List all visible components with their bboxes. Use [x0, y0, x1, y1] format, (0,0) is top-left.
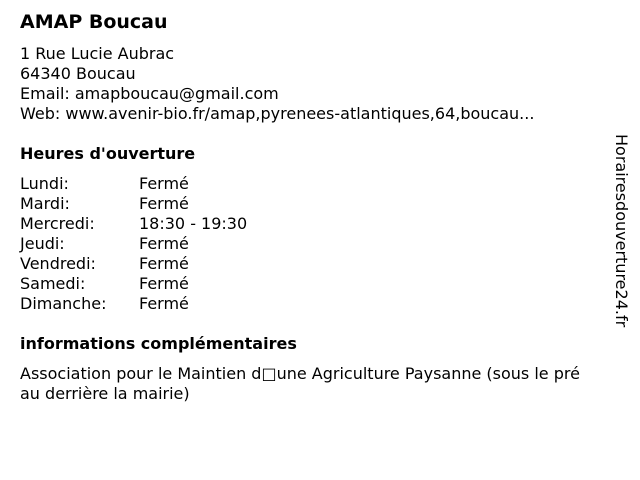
day-hours: Fermé	[139, 234, 189, 253]
email-line: Email: amapboucau@gmail.com	[20, 84, 279, 103]
day-label: Mardi:	[20, 194, 70, 213]
web-line: Web: www.avenir-bio.fr/amap,pyrenees-atlantiques,64,boucau...	[20, 104, 535, 123]
address-city: 64340 Boucau	[20, 64, 136, 83]
contact-block	[20, 44, 534, 124]
day-label: Jeudi:	[20, 234, 65, 253]
day-hours: Fermé	[139, 194, 189, 213]
info-line: au derrière la mairie)	[20, 384, 190, 403]
day-hours: Fermé	[139, 254, 189, 273]
additional-info-text	[20, 364, 626, 404]
day-hours: Fermé	[139, 274, 189, 293]
day-label: Mercredi:	[20, 214, 95, 233]
day-hours: Fermé	[139, 174, 189, 193]
business-name: AMAP Boucau	[20, 11, 168, 33]
address-street: 1 Rue Lucie Aubrac	[20, 44, 175, 63]
day-label: Dimanche:	[20, 294, 107, 313]
day-hours: Fermé	[139, 294, 189, 313]
info-line: Association pour le Maintien d□une Agriculture Paysanne (sous le pré	[20, 364, 580, 383]
day-label: Samedi:	[20, 274, 86, 293]
opening-hours-heading: Heures d'ouverture	[20, 144, 196, 163]
day-hours: 18:30 - 19:30	[139, 214, 248, 233]
additional-info-heading: informations complémentaires	[20, 334, 297, 353]
day-label: Lundi:	[20, 174, 69, 193]
site-watermark	[608, 134, 636, 354]
watermark-text: Horairesdouverture24.fr	[612, 134, 631, 328]
day-label: Vendredi:	[20, 254, 96, 273]
